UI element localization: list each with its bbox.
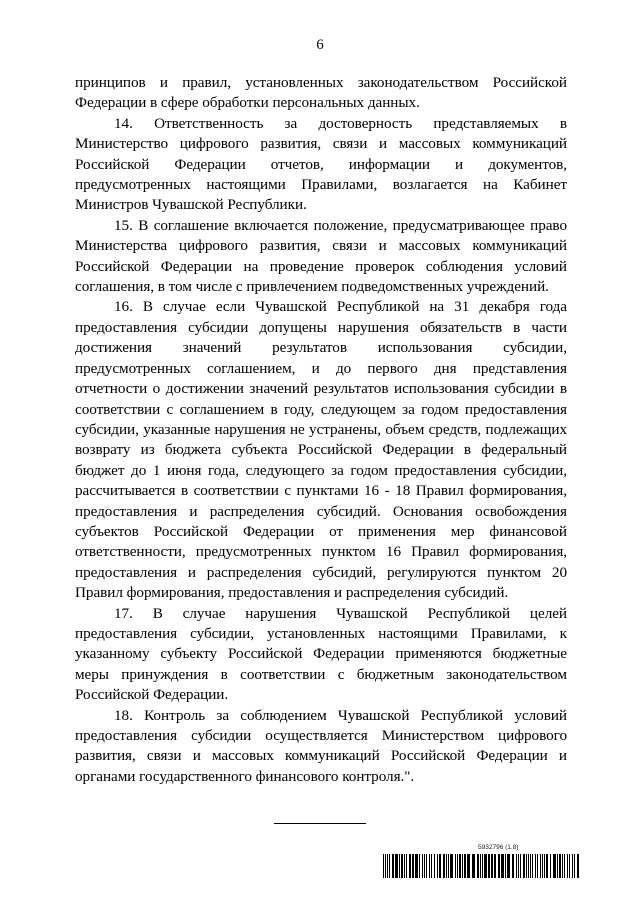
paragraph-16: 16. В случае если Чувашской Республикой на 31 декабря года предоставления субсидии допущены нарушения обязательств в части достижения значений результатов использования субсидии, предусмотренных соглашением, и до первого дня представления отчетности о достижении значений результатов использования субсидии в соответствии с соглашением в году, следующем за годом предоставления субсидии, указанные нарушения не устранены, объем средств, подлежащих возврату из бюджета субъекта Российской Федерации в федеральный бюджет до 1 июня года, следующего за годом предоставления субсидии, рассчитывается в соответствии с пунктами 16 - 18 Правил формирования, предоставления и распределения субсидий. Основания освобождения субъектов Российской Федерации от применения мер финансовой ответственности, предусмотренных пунктом 16 Правил формирования, предоставления и распределения субсидий, регулируются пунктом 20 Правил формирования, предоставления и распределения субсидий. <box>75 298 567 602</box>
document-body <box>75 73 567 787</box>
separator-line <box>274 823 366 824</box>
document-code: 5932796 (1.8) <box>478 844 519 851</box>
paragraph-continuation: принципов и правил, установленных законодательством Российской Федерации в сфере обработки персональных данных. <box>75 74 567 112</box>
paragraph-14: 14. Ответственность за достоверность представляемых в Министерство цифрового развития, связи и массовых коммуникаций Российской Федерации отчетов, информации и документов, предусмотренных настоящими Правилами, возлагается на Кабинет Министров Чувашской Республики. <box>75 114 567 214</box>
barcode-image <box>383 854 581 878</box>
paragraph-18: 18. Контроль за соблюдением Чувашской Республикой условий предоставления субсидии осуществляется Министерством цифрового развития, связи и массовых коммуникаций Российской Федерации и органами государственного финансового контроля.". <box>75 706 567 785</box>
page-number: 6 <box>316 37 324 53</box>
paragraph-17: 17. В случае нарушения Чувашской Республикой целей предоставления субсидии, установленных настоящими Правилами, к указанному субъекту Российской Федерации применяются бюджетные меры принуждения в соответствии с бюджетным законодательством Российской Федерации. <box>75 604 567 704</box>
paragraph-15: 15. В соглашение включается положение, предусматривающее право Министерства цифрового развития, связи и массовых коммуникаций Российской Федерации на проведение проверок соблюдения условий соглашения, в том числе с привлечением подведомственных учреждений. <box>75 216 567 296</box>
